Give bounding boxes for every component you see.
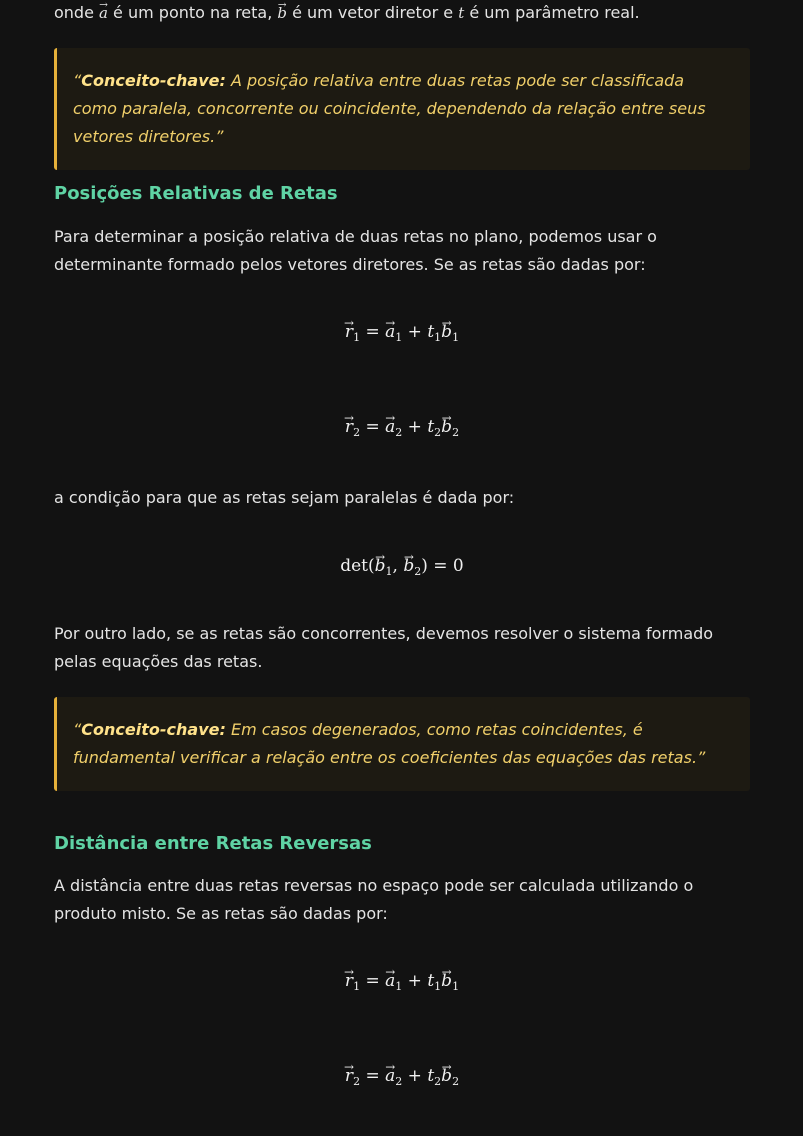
math-symbol: → a bbox=[385, 318, 395, 346]
paragraph: Para determinar a posição relativa de duas retas no plano, podemos usar o determinante formado pelos vetores diretores. Se as retas são dadas por: bbox=[54, 227, 657, 274]
math-subscript: 2 bbox=[434, 426, 442, 439]
math-subscript: 2 bbox=[353, 426, 361, 439]
math-symbol: → a bbox=[385, 967, 395, 995]
math-subscript: 1 bbox=[395, 980, 403, 993]
section-heading-relative-positions: Posições Relativas de Retas bbox=[54, 183, 338, 204]
math-symbol: → r bbox=[345, 318, 353, 346]
equation-r2 bbox=[54, 1062, 750, 1096]
math-function: det bbox=[340, 556, 369, 576]
math-operator: + bbox=[402, 1066, 428, 1086]
math-subscript: 2 bbox=[353, 1075, 361, 1088]
intro-text: onde bbox=[54, 3, 100, 22]
intro-text: é um parâmetro real. bbox=[464, 3, 640, 22]
equation-determinant bbox=[54, 552, 750, 586]
math-symbol: → r bbox=[345, 967, 353, 995]
vector-b-symbol: → b bbox=[277, 0, 287, 27]
math-subscript: 1 bbox=[353, 331, 361, 344]
math-subscript: 2 bbox=[395, 1075, 403, 1088]
math-operator: = bbox=[360, 1066, 386, 1086]
equation-r2 bbox=[54, 413, 750, 447]
math-symbol: → b bbox=[375, 552, 386, 580]
paragraph: Por outro lado, se as retas são concorrentes, devemos resolver o sistema formado pelas equações das retas. bbox=[54, 624, 714, 671]
intro-paragraph bbox=[54, 0, 750, 27]
quote-mark: ” bbox=[697, 748, 706, 767]
parameter-t-symbol: t bbox=[458, 4, 465, 22]
math-symbol: → a bbox=[385, 1062, 395, 1090]
math-operator: , bbox=[392, 556, 404, 576]
math-symbol: → a bbox=[385, 413, 395, 441]
quote-mark: “ bbox=[73, 71, 82, 90]
paragraph: a condição para que as retas sejam paralelas é dada por: bbox=[54, 488, 515, 507]
math-subscript: 1 bbox=[452, 980, 460, 993]
math-subscript: 2 bbox=[395, 426, 403, 439]
math-symbol: t bbox=[427, 971, 435, 991]
math-subscript: 1 bbox=[452, 331, 460, 344]
math-symbol: → b bbox=[403, 552, 414, 580]
math-symbol: → b bbox=[441, 967, 452, 995]
math-subscript: 2 bbox=[452, 1075, 460, 1088]
math-subscript: 1 bbox=[385, 565, 393, 578]
vector-a-symbol: → a bbox=[99, 0, 108, 27]
math-symbol: → r bbox=[345, 1062, 353, 1090]
math-operator: + bbox=[402, 417, 428, 437]
math-subscript: 2 bbox=[434, 1075, 442, 1088]
math-operator: + bbox=[402, 322, 428, 342]
math-symbol: → r bbox=[345, 413, 353, 441]
section-heading-skew-lines-distance: Distância entre Retas Reversas bbox=[54, 833, 372, 854]
paragraph: A distância entre duas retas reversas no espaço pode ser calculada utilizando o produto misto. Se as retas são dadas por: bbox=[54, 876, 694, 923]
math-subscript: 2 bbox=[452, 426, 460, 439]
intro-text: é um ponto na reta, bbox=[107, 3, 278, 22]
math-subscript: 1 bbox=[353, 980, 361, 993]
equation-r1 bbox=[54, 318, 750, 352]
math-subscript: 1 bbox=[434, 980, 442, 993]
math-symbol: → b bbox=[441, 1062, 452, 1090]
key-concept-callout bbox=[54, 48, 750, 170]
callout-label: Conceito-chave: bbox=[81, 720, 226, 739]
math-operator: ( bbox=[368, 556, 375, 576]
math-symbol: t bbox=[427, 322, 435, 342]
math-subscript: 2 bbox=[414, 565, 422, 578]
quote-mark: ” bbox=[215, 127, 224, 146]
math-operator: ) = 0 bbox=[421, 556, 464, 576]
math-symbol: → b bbox=[441, 413, 452, 441]
math-symbol: → b bbox=[441, 318, 452, 346]
math-operator: = bbox=[360, 417, 386, 437]
math-operator: = bbox=[360, 322, 386, 342]
math-operator: + bbox=[402, 971, 428, 991]
math-symbol: t bbox=[427, 1066, 435, 1086]
callout-text: A posição relativa entre duas retas pode ser classificada como paralela, concorrente ou coincidente, dependendo da relação entre seus vetores diretores. bbox=[73, 71, 706, 146]
math-subscript: 1 bbox=[434, 331, 442, 344]
math-symbol: t bbox=[427, 417, 435, 437]
intro-text: é um vetor diretor e bbox=[287, 3, 459, 22]
callout-label: Conceito-chave: bbox=[81, 71, 226, 90]
math-subscript: 1 bbox=[395, 331, 403, 344]
math-operator: = bbox=[360, 971, 386, 991]
equation-r1 bbox=[54, 967, 750, 1001]
key-concept-callout bbox=[54, 697, 750, 791]
callout-text: Em casos degenerados, como retas coincidentes, é fundamental verificar a relação entre os coeficientes das equações das retas. bbox=[73, 720, 698, 767]
quote-mark: “ bbox=[73, 720, 82, 739]
